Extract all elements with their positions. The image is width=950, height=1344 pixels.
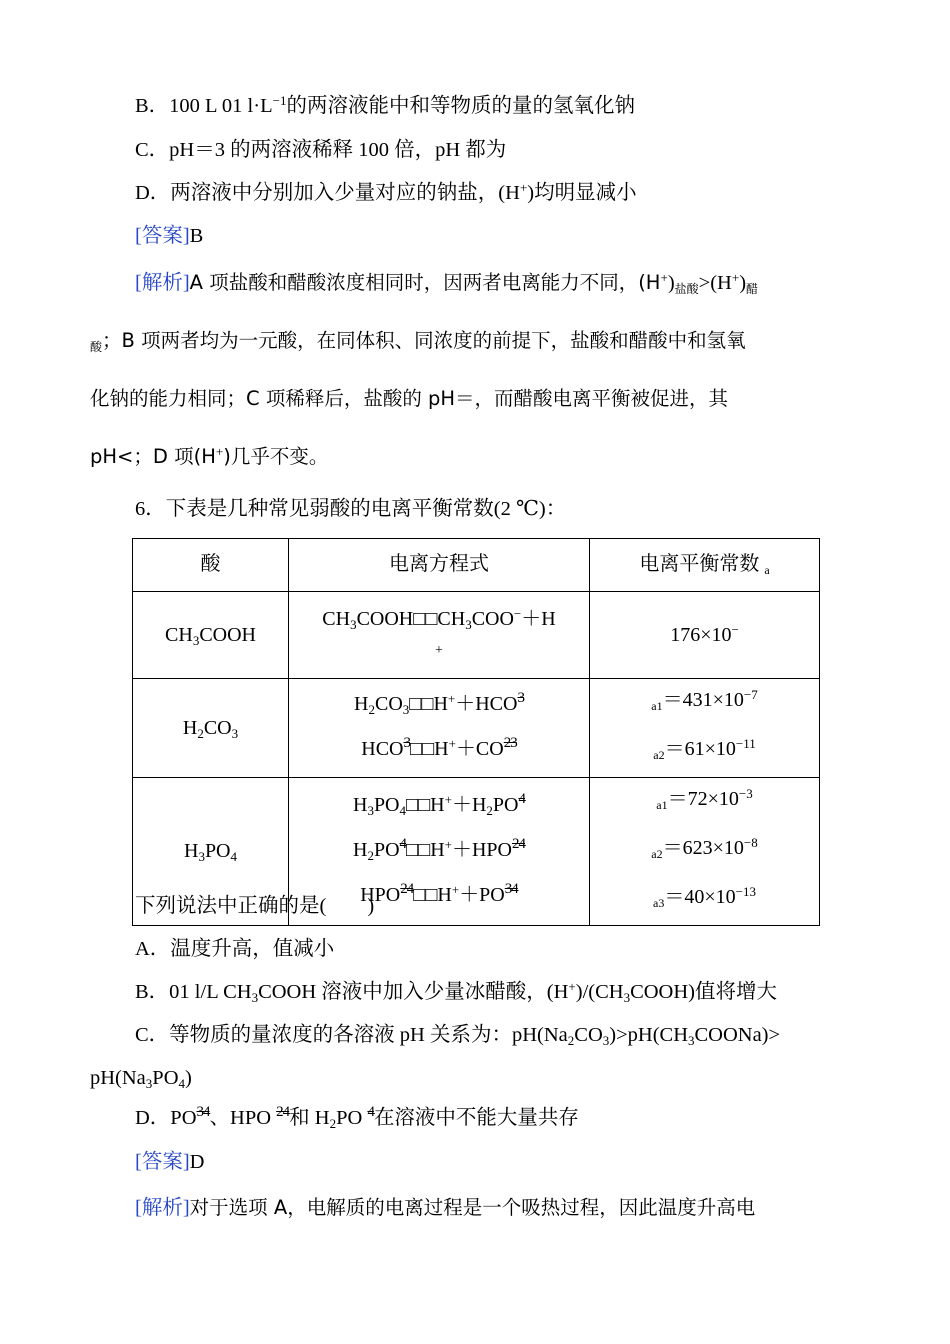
- equation-line-2: [289, 829, 589, 874]
- eq-sub-2: 3: [465, 617, 472, 632]
- eq-sup: +: [444, 837, 452, 852]
- header-acid: 酸: [133, 539, 289, 592]
- opt-text: D．PO: [135, 1107, 197, 1129]
- analysis-text-3: ；B 项两者均为一元酸，在同体积、同浓度的前提下，盐酸和醋酸中和氢氧: [102, 329, 746, 352]
- eq-sub: 2: [368, 702, 375, 717]
- equation-line-cont: +: [435, 643, 443, 658]
- opt-text-4: PO: [336, 1107, 368, 1129]
- eq-sup: +: [448, 736, 456, 751]
- opt-text-3: )/(CH: [575, 981, 624, 1003]
- header-equation: 电离方程式: [289, 539, 590, 592]
- q5-option-b-text-2: 的两溶液能中和等物质的量的氢氧化钠: [286, 95, 635, 117]
- constant-line-3: [590, 876, 819, 925]
- constant-exp: −11: [735, 736, 756, 751]
- q6-option-a: A．温度升高，值减小: [135, 938, 335, 960]
- analysis-text: 对于选项 A，电解质的电离过程是一个吸热过程，因此温度升高电: [189, 1196, 756, 1219]
- eq-text-3: ＋PO: [459, 884, 505, 906]
- acid-sub-2: 4: [230, 849, 238, 864]
- ion-charge-2: 34: [504, 881, 518, 897]
- analysis-text-5: )几乎不变。: [223, 445, 329, 468]
- eq-text-3: ＋CO: [455, 738, 504, 760]
- opt-sub: 2: [329, 1116, 337, 1131]
- ion-charge: 3: [403, 735, 410, 751]
- opt-text-2: 、HPO: [209, 1107, 277, 1129]
- eq-text: CH: [322, 608, 351, 630]
- eq-text-2: CO: [374, 693, 403, 715]
- eq-text: H: [353, 839, 368, 861]
- ion-charge: 34: [196, 1104, 210, 1120]
- analysis-text: A 项盐酸和醋酸浓度相同时，因两者电离能力不同，(H: [189, 271, 661, 294]
- opt-sup: +: [568, 979, 576, 994]
- eq-sup: +: [444, 792, 452, 807]
- eq-text: HCO: [361, 738, 404, 760]
- analysis-sup: +: [660, 270, 668, 285]
- opt-text-2: PO: [152, 1067, 179, 1089]
- eq-text: HPO: [360, 884, 401, 906]
- acid-name-2: PO: [204, 840, 231, 862]
- q5-analysis-line-3: 化钠的能力相同；C 项稀释后，盐酸的 pH＝，而醋酸电离平衡被促进，其: [90, 387, 729, 410]
- ion-charge-3: 4: [367, 1104, 374, 1120]
- eq-sub-2: 4: [399, 803, 407, 818]
- eq-text-3: □□H: [409, 693, 448, 715]
- constant-value: ＝40×10: [664, 886, 736, 908]
- q5-option-d-sup: +: [519, 180, 528, 195]
- acid-name: H: [183, 840, 199, 862]
- constant-exp: −7: [743, 687, 758, 702]
- header-constant-text: 电离平衡常数: [639, 553, 760, 575]
- q5-option-d: [135, 180, 637, 204]
- analysis-sup-2: +: [731, 270, 740, 285]
- acid-cell: [133, 592, 289, 679]
- q6-option-d: [135, 1104, 579, 1131]
- opt-text-3: )>pH(CH: [609, 1024, 688, 1046]
- q5-option-b-text: B．100 L 01 l·L: [135, 95, 273, 117]
- constant-label: a1: [656, 798, 668, 812]
- q5-analysis-line-2: [90, 331, 746, 353]
- equation-line: [289, 603, 589, 635]
- q5-option-d-text: D．两溶液中分别加入少量对应的钠盐，(H: [135, 182, 520, 204]
- eq-text-2: □□H: [413, 884, 452, 906]
- eq-sup: −: [513, 606, 522, 621]
- ion-charge-2: 24: [276, 1104, 290, 1120]
- answer-tag: [答案]: [135, 1151, 190, 1173]
- q6-answer: [135, 1152, 204, 1173]
- answer-value: B: [189, 225, 204, 247]
- constant-label: a2: [653, 748, 665, 762]
- eq-text-3: COO: [471, 608, 514, 630]
- constant-value: ＝431×10: [662, 689, 744, 711]
- analysis-sub: 盐酸: [674, 282, 699, 296]
- opt-sub: 3: [145, 1076, 153, 1091]
- ion-charge-2: 23: [503, 735, 517, 751]
- opt-text-3: 和 H: [289, 1107, 330, 1129]
- q5-option-b-sup: −1: [272, 93, 287, 108]
- eq-text-2: □□H: [409, 738, 449, 760]
- ion-charge-2: 24: [512, 836, 525, 852]
- eq-text-4: ＋HCO: [455, 693, 518, 715]
- opt-text: pH(Na: [90, 1067, 146, 1089]
- acid-sub: 3: [192, 632, 200, 648]
- constant-label: a3: [653, 896, 665, 910]
- q5-answer: [135, 226, 203, 247]
- ion-charge: 3: [517, 690, 524, 706]
- analysis-sub-3: 酸: [90, 340, 103, 354]
- opt-sub: 3: [251, 990, 259, 1005]
- constant-cell: [590, 592, 820, 679]
- q5-analysis-line-1: [解析]A 项盐酸和醋酸浓度相同时，因两者电离能力不同，(H+)盐酸>(H+)醋: [135, 270, 759, 296]
- q6-analysis: [135, 1198, 755, 1219]
- constant-line: [590, 778, 819, 827]
- constant-exp: −13: [735, 884, 756, 899]
- dissociation-constant-table: [132, 538, 820, 926]
- eq-text-2: PO: [373, 839, 400, 861]
- ion-charge: 4: [399, 836, 407, 852]
- answer-value: D: [189, 1151, 205, 1173]
- header-constant-sub: a: [764, 563, 770, 577]
- eq-text-3: □□H: [406, 794, 445, 816]
- acid-name: H: [182, 716, 198, 739]
- constant-line: [590, 679, 819, 728]
- q6-prompt: 下列说法中正确的是( ): [135, 895, 375, 917]
- opt-text-5: 在溶液中不能大量共存: [373, 1107, 579, 1129]
- analysis-tag: [解析]: [135, 272, 190, 294]
- opt-text-3: ): [185, 1067, 192, 1089]
- opt-text-2: CO: [574, 1024, 603, 1046]
- eq-sup: +: [447, 691, 456, 706]
- equation-line-2: [289, 728, 589, 773]
- eq-text: H: [352, 794, 368, 816]
- analysis-text-2: >(H: [698, 272, 732, 294]
- opt-text-4: COONa)>: [694, 1024, 781, 1046]
- opt-sub-2: 4: [178, 1076, 186, 1091]
- acid-name: CH: [165, 623, 193, 646]
- eq-text-3: □□H: [406, 839, 445, 861]
- constant-line-2: [590, 827, 819, 876]
- opt-sub-3: 3: [688, 1033, 695, 1048]
- eq-text-2: COOH□□CH: [356, 608, 466, 630]
- q5-analysis-line-4: [90, 444, 329, 468]
- acid-name-2: CO: [203, 716, 232, 739]
- equation-line: [289, 784, 589, 829]
- acid-sub: 3: [198, 849, 205, 864]
- analysis-tag: [解析]: [135, 1197, 190, 1219]
- opt-sub-2: 3: [623, 990, 631, 1005]
- constant-label: a2: [651, 847, 663, 861]
- ion-charge: 24: [400, 881, 414, 897]
- constant-exp: −8: [743, 835, 758, 850]
- q5-option-c: C．pH＝3 的两溶液稀释 100 倍，pH 都为: [135, 139, 507, 161]
- acid-sub: 2: [197, 725, 204, 741]
- opt-text: B．01 l/L CH: [135, 981, 252, 1003]
- eq-text-2: PO: [373, 794, 400, 816]
- acid-sub-2: 3: [231, 725, 239, 741]
- header-constant: [590, 539, 820, 592]
- eq-text-5: PO: [492, 794, 519, 816]
- eq-text-4: ＋H: [451, 794, 487, 816]
- constant-exp: −: [731, 621, 739, 637]
- opt-text-2: COOH 溶液中加入少量冰醋酸，(H: [258, 981, 569, 1003]
- eq-text-4: ＋H: [521, 608, 556, 630]
- constant-exp: −3: [738, 786, 753, 801]
- eq-text: H: [354, 693, 369, 715]
- opt-text: C．等物质的量浓度的各溶液 pH 关系为：pH(Na: [135, 1024, 568, 1046]
- acid-name-2: COOH: [199, 623, 256, 646]
- opt-sub: 2: [567, 1033, 575, 1048]
- eq-sub: 3: [367, 803, 374, 818]
- constant-cell: [590, 778, 820, 926]
- q6-option-c-cont: [90, 1068, 192, 1089]
- constant-value: ＝72×10: [667, 788, 739, 810]
- constant-value: 176×10: [670, 623, 732, 646]
- answer-tag: [答案]: [135, 225, 190, 247]
- analysis-sub-2: 醋: [746, 282, 759, 296]
- eq-sub-3: 2: [486, 803, 493, 818]
- acid-cell: [133, 679, 289, 778]
- equation-line: [289, 683, 589, 728]
- analysis-sup-3: +: [215, 444, 224, 459]
- constant-value: ＝61×10: [664, 738, 736, 760]
- table-row-carbonic: [133, 679, 820, 778]
- analysis-text-4: pH<；D 项(H: [90, 445, 216, 468]
- constant-label: a1: [651, 699, 663, 713]
- q5-option-b: [135, 93, 635, 117]
- constant-value: ＝623×10: [662, 837, 744, 859]
- eq-sup: +: [451, 882, 460, 897]
- eq-sub-2: 3: [402, 702, 410, 717]
- constant-cell: [590, 679, 820, 778]
- opt-sub-2: 3: [602, 1033, 610, 1048]
- eq-sub: 3: [350, 617, 357, 632]
- eq-sub: 2: [367, 848, 374, 863]
- q6-option-b: [135, 979, 777, 1005]
- equation-cell: [289, 679, 590, 778]
- table-header-row: [133, 539, 820, 592]
- q5-option-d-text-2: )均明显减小: [527, 182, 637, 204]
- q6-option-c: [135, 1025, 780, 1046]
- eq-text-4: ＋HPO: [451, 839, 512, 861]
- constant-line-2: [590, 728, 819, 777]
- q6-stem: 6．下表是几种常见弱酸的电离平衡常数(2 ℃)：: [135, 498, 567, 520]
- ion-charge: 4: [518, 791, 525, 807]
- opt-text-4: COOH)值将增大: [630, 981, 777, 1003]
- equation-cell: [289, 592, 590, 679]
- table-row-acetic: [133, 592, 820, 679]
